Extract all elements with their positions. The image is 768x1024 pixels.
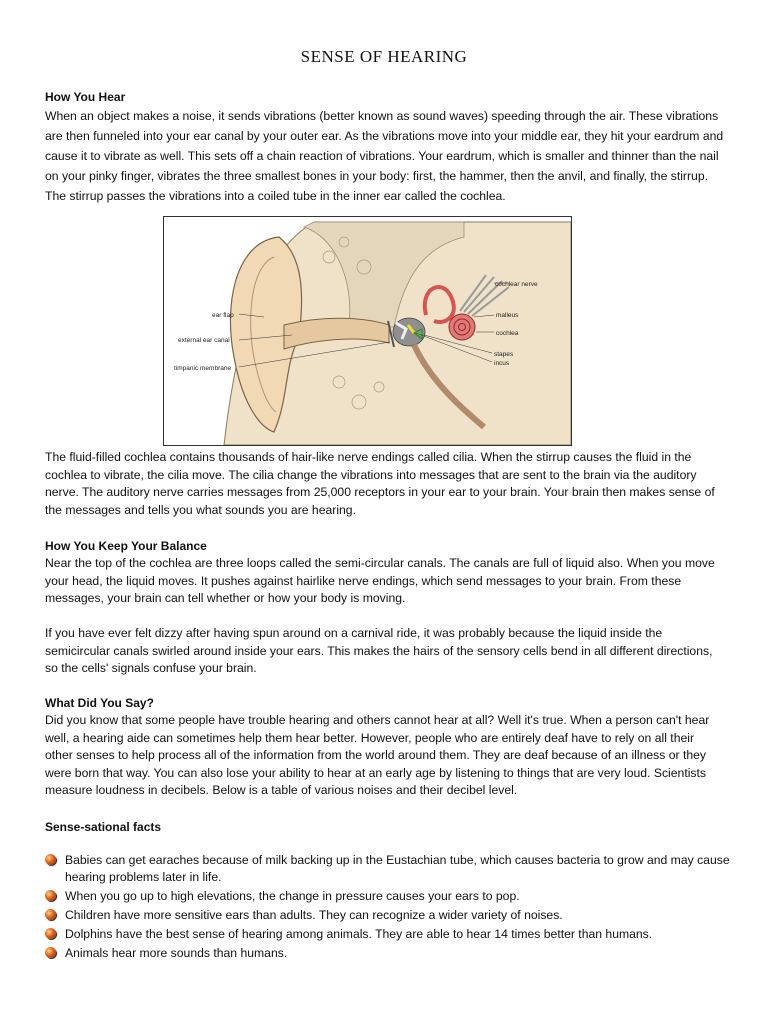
bullet-icon [45,928,56,939]
bullet-icon [45,854,56,865]
list-item [45,852,735,886]
list-item [45,907,735,924]
cochlea-shape [449,314,475,340]
label-ear-flap: ear flap [212,312,234,319]
bullet-icon [45,947,56,958]
heading-how-you-hear: How You Hear [45,90,126,104]
list-item [45,926,735,943]
paragraph-dizzy: If you have ever felt dizzy after having spun around on a carnival ride, it was probably because the liquid inside the semicircular canals swirled around inside your ears. This makes the hairs of the sensory cells bend in all different directions, so the cells' signals confuse your brain. [45,626,713,675]
label-stapes: stapes [494,351,514,358]
heading-what-did-you-say: What Did You Say? [45,696,154,710]
fact-text: Animals hear more sounds than humans. [65,946,288,960]
label-external-ear-canal: external ear canal [178,337,230,344]
heading-balance: How You Keep Your Balance [45,539,207,553]
label-cochlear-nerve: cochlear nerve [495,281,538,288]
list-item [45,945,735,962]
paragraph-cochlea: The fluid-filled cochlea contains thousands of hair-like nerve endings called cilia. When the stirrup causes the fluid in the cochlea to vibrate, the cilia move. The cilia change the vibrations into messages that are sent to the brain via the auditory nerve. The auditory nerve carries messages from 25,000 receptors in your ear to your brain. Your brain then makes sense of the messages and tells you what sounds you are hearing. [45,450,715,517]
fact-text: Babies can get earaches because of milk backing up in the Eustachian tube, which causes bacteria to grow and may cause hearing problems later in life. [65,853,730,884]
label-tympanic-membrane: timpanic membrane [174,365,232,372]
ear-diagram-svg [164,217,571,445]
fact-text: When you go up to high elevations, the change in pressure causes your ears to pop. [65,889,520,903]
heading-facts: Sense-sational facts [45,820,162,834]
label-incus: incus [494,360,510,367]
label-cochlea: cochlea [496,330,519,337]
bullet-icon [45,909,56,920]
paragraph-what-did-you-say: Did you know that some people have trouble hearing and others cannot hear at all? Well it's true. When a person can't hear well, a hearing aide can sometimes help them hear better. However, people who are entirely deaf have to rely on all their other senses to help process all of the information from the world around them. They are deaf because of an illness or they were born that way. You can also lose your ability to hear at an early age by listening to things that are very loud. Scientists measure loudness in decibels. Below is a table of various noises and their decibel level. [45,713,710,797]
facts-list [45,852,735,964]
bullet-icon [45,890,56,901]
ear-anatomy-diagram [163,216,572,446]
fact-text: Children have more sensitive ears than adults. They can recognize a wider variety of noises. [65,908,563,922]
page-title: SENSE OF HEARING [300,47,468,66]
fact-text: Dolphins have the best sense of hearing among animals. They are able to hear 14 times better than humans. [65,927,653,941]
list-item [45,888,735,905]
paragraph-balance: Near the top of the cochlea are three loops called the semi-circular canals. The canals are full of liquid also. When you move your head, the liquid moves. It pushes against hairlike nerve endings, which send messages to your brain. From these messages, your brain can tell whether or how your body is moving. [45,556,715,605]
label-malleus: malleus [496,312,519,319]
paragraph-how-you-hear: When an object makes a noise, it sends vibrations (better known as sound waves) speeding through the air. These vibrations are then funneled into your ear canal by your outer ear. As the vibrations move into your middle ear, they hit your eardrum and cause it to vibrate as well. This sets off a chain reaction of vibrations. Your eardrum, which is smaller and thinner than the nail on your pinky finger, vibrates the three smallest bones in your body: first, the hammer, then the anvil, and finally, the stirrup. The stirrup passes the vibrations into a coiled tube in the inner ear called the cochlea. [45,109,724,203]
